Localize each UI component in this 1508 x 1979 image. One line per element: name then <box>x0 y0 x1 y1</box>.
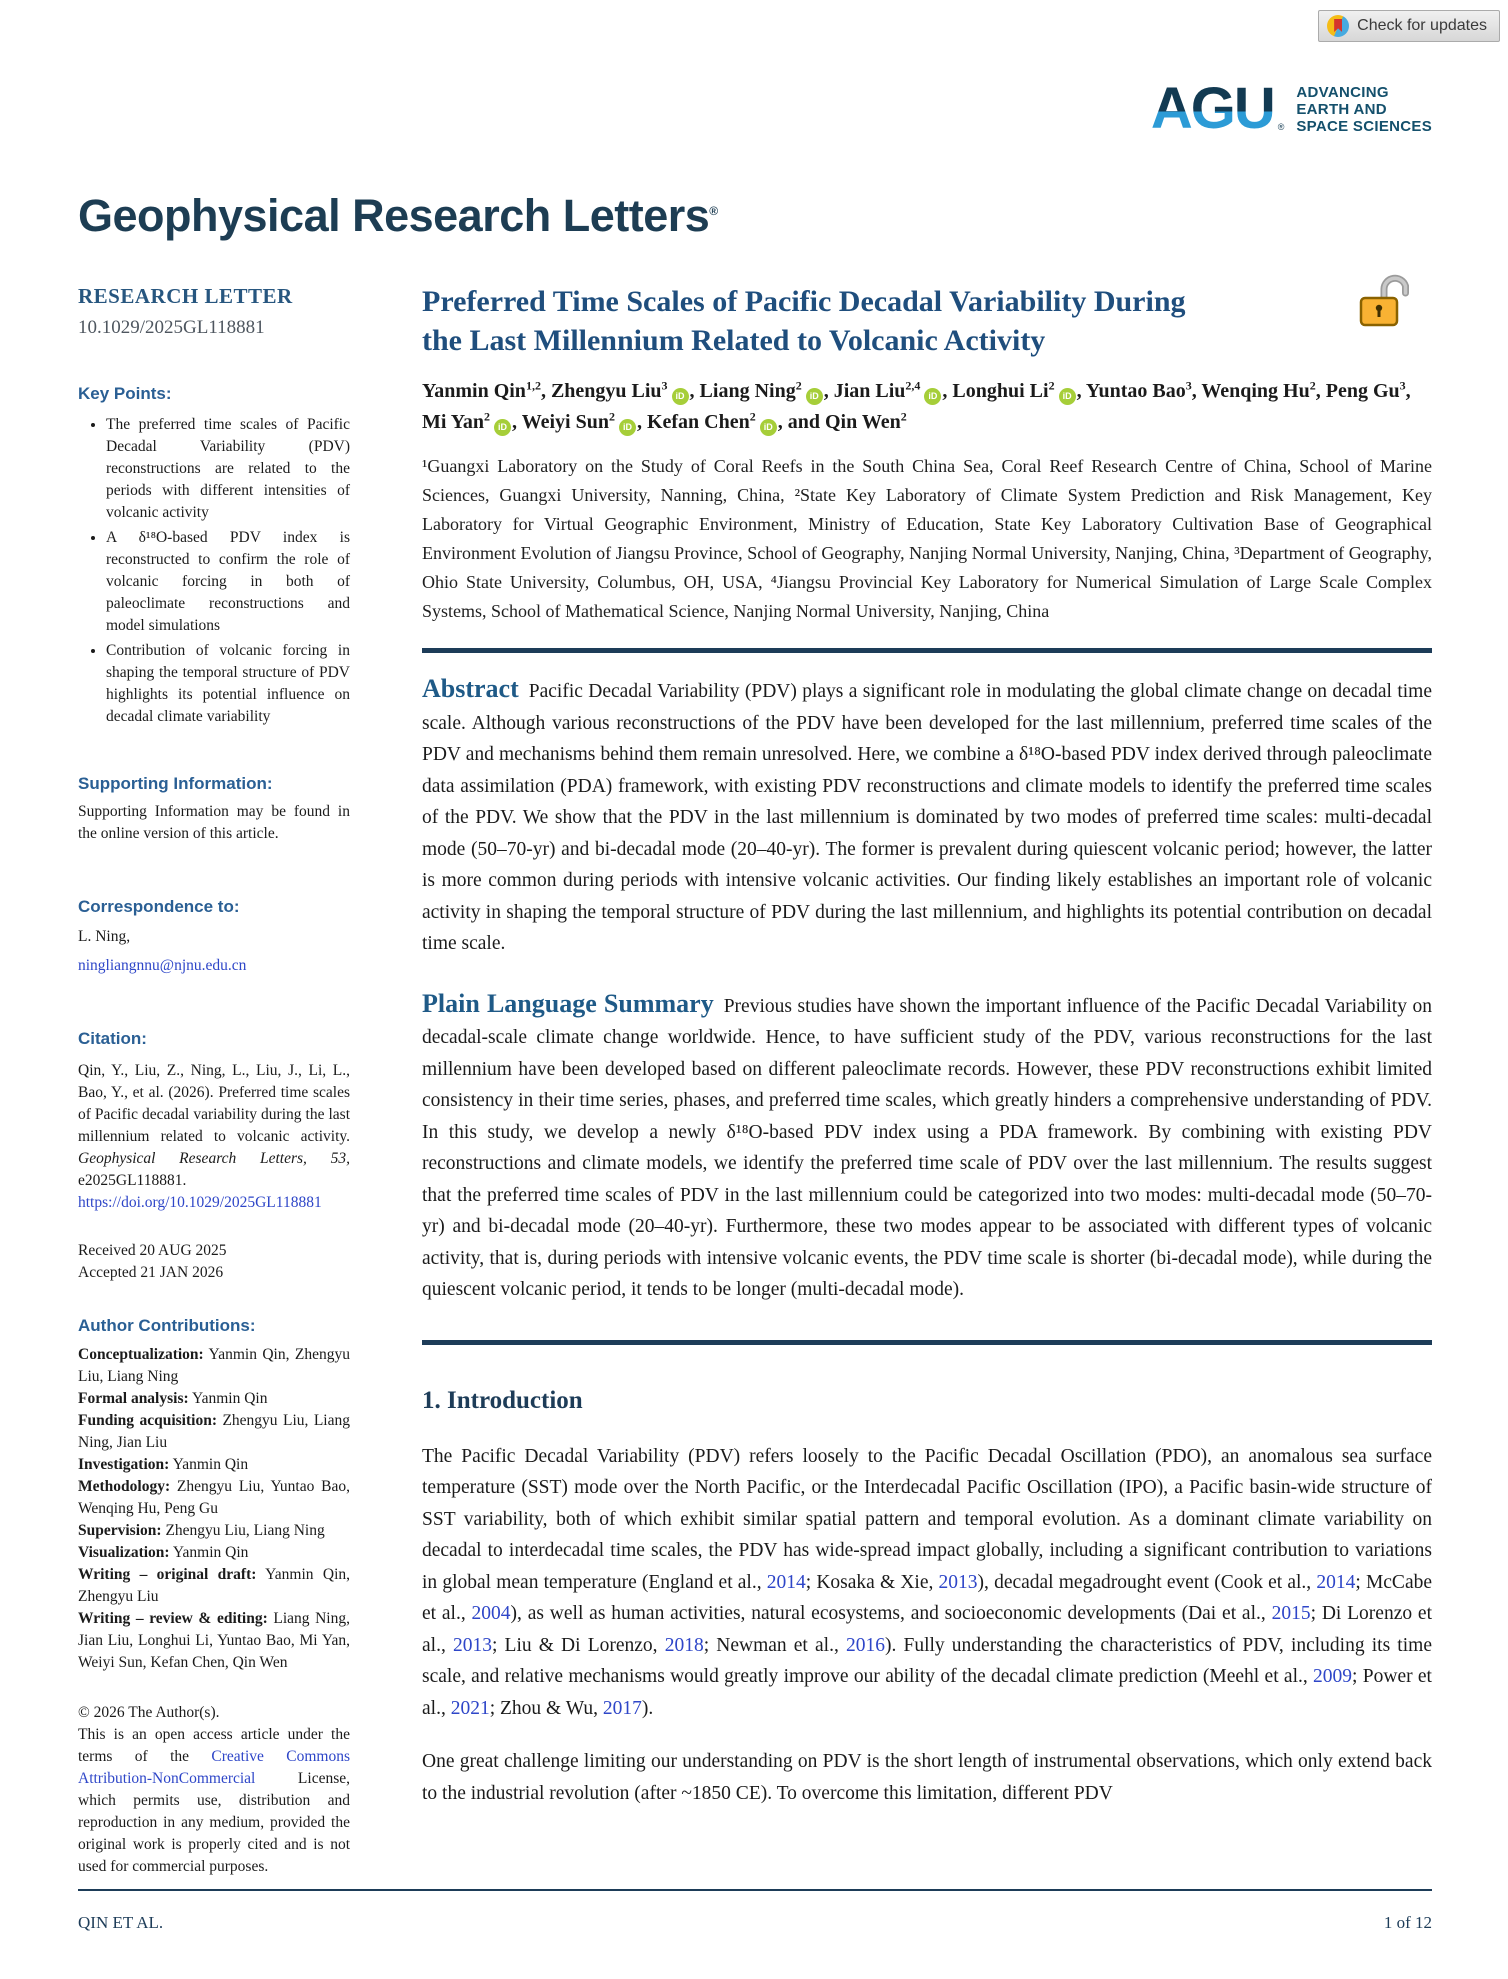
agu-registered-mark: ® <box>1277 122 1285 132</box>
author-list: Yanmin Qin$^{1,2}$, Zhengyu Liu$^3$iD , Liang Ning$^2$iD , Jian Liu$^{2,4}$iD , Longhui Li$^2$iD , Yuntao Bao$^3$, Wenqing Hu$^2$, Peng Gu$^3$, Mi Yan$^2$iD , Weiyi Sun$^2$iD , Kefan Chen$^2$iD , and Qin Wen$^2$ <box>422 376 1432 438</box>
key-point-item: • Contribution of volcanic forcing in shaping the temporal structure of PDV highlights its potential influence on decadal climate variability <box>106 640 350 728</box>
contribution-item: Writing – review & editing: Liang Ning, Jian Liu, Longhui Li, Yuntao Bao, Mi Yan, Weiyi Sun, Kefan Chen, Qin Wen <box>78 1610 350 1672</box>
page-number: 1 of 12 <box>1383 1913 1432 1932</box>
journal-registered-mark: ® <box>709 204 718 218</box>
text-link[interactable]: https://doi.org/10.1029/2025GL118881 <box>78 1194 322 1212</box>
orcid-icon[interactable]: iD <box>494 419 511 436</box>
affiliations: ¹Guangxi Laboratory on the Study of Coral Reefs in the South China Sea, Coral Reef Research Centre of China, School of Marine Sciences, Guangxi University, Nanning, China, ²State Key Laboratory of Climate System Prediction and Risk Management, Key Laboratory for Virtual Geographic Environment, Ministry of Education, State Key Laboratory Cultivation Base of Geographical Environment Evolution of Jiangsu Province, School of Geography, Nanjing Normal University, Nanjing, China, ³Department of Geography, Ohio State University, Columbus, OH, USA, ⁴Jiangsu Provincial Key Laboratory for Numerical Simulation of Large Scale Complex Systems, School of Mathematical Science, Nanjing Normal University, Nanjing, China <box>422 456 1432 621</box>
author-affiliation-sup: 2 <box>484 409 491 424</box>
orcid-icon[interactable]: iD <box>672 388 689 405</box>
journal-title <box>78 190 1432 242</box>
text-link[interactable]: 2009 <box>1313 1666 1353 1687</box>
supporting-info-text: Supporting Information may be found in the online version of this article. <box>78 803 350 843</box>
pls-text: Previous studies have shown the important influence of the Pacific Decadal Variability on decadal-scale climate change worldwide. Hence, to have sufficient study of the PDV, various reconstructions for the last millennium have been developed based on different paleoclimate records. However, these PDV reconstructions exhibit limited consistency in their time series, phases, and preferred time scales, which greatly hinders a comprehensive understanding of PDV. In this study, we develop a newly δ¹⁸O-based PDV index using a PDA framework. By combining with existing PDV reconstructions and climate models, we identify the preferred time scale of PDV over the last millennium. The results suggest that the preferred time scales of PDV in the last millennium could be categorized into two modes: multi-decadal mode (50–70-yr) and bi-decadal mode (20–40-yr). Furthermore, these two modes appear to be associated with different types of volcanic activity, that is, during periods with intensive volcanic events, the PDV time scale is shorter (bi-decadal mode), while during the quiescent volcanic period, it tends to be longer (multi-decadal mode). <box>422 995 1433 1300</box>
agu-wordmark: AGU <box>1150 76 1274 141</box>
author-name: Kefan Chen <box>646 411 750 433</box>
text-link[interactable]: 2014 <box>766 1571 806 1593</box>
crossmark-icon <box>1327 15 1349 37</box>
author-affiliation-sup: 2 <box>749 409 756 424</box>
plain-language-summary <box>422 988 1432 1306</box>
author-affiliation-sup: 2,4 <box>905 378 921 393</box>
supporting-info-heading: Supporting Information: <box>78 773 273 793</box>
author-name: Qin Wen <box>825 411 901 433</box>
author-affiliation-sup: 3 <box>661 378 668 393</box>
contribution-item: Formal analysis: Yanmin Qin <box>78 1390 268 1408</box>
contribution-item: Supervision: Zhengyu Liu, Liang Ning <box>78 1522 325 1540</box>
orcid-icon[interactable]: iD <box>760 419 777 436</box>
article-body <box>422 282 1432 1878</box>
doi-text: 10.1029/2025GL118881 <box>78 316 265 338</box>
agu-tagline-line: EARTH AND <box>1296 100 1387 118</box>
author-affiliation-sup: 3 <box>1399 378 1406 393</box>
text-link[interactable]: 2018 <box>664 1634 704 1656</box>
citation-heading: Citation: <box>78 1029 147 1049</box>
text-link[interactable]: Creative Commons Attribution-NonCommercial <box>78 1748 350 1788</box>
section-divider <box>422 648 1432 653</box>
article-title-line: the Last Millennium Related to Volcanic Activity <box>422 324 1046 357</box>
contribution-item: Writing – original draft: Yanmin Qin, Zhengyu Liu <box>78 1566 351 1606</box>
author-name: Weiyi Sun <box>521 411 609 433</box>
open-access-icon <box>1358 274 1414 328</box>
correspondence-email-link[interactable]: ningliangnnu@njnu.edu.cn <box>78 957 247 975</box>
copyright-line: © 2026 The Author(s). <box>78 1704 220 1722</box>
license-text: This is an open access article under the terms of the Creative Commons Attribution-NonCommercial License, which permits use, distribution and reproduction in any medium, provided the original work is properly cited and is not used for commercial purposes. <box>78 1726 350 1876</box>
contribution-item: Methodology: Zhengyu Liu, Yuntao Bao, Wenqing Hu, Peng Gu <box>78 1478 350 1518</box>
text-link[interactable]: 2013 <box>452 1634 492 1656</box>
author-name: Zhengyu Liu <box>550 380 662 402</box>
received-date: Received 20 AUG 2025 <box>78 1242 227 1260</box>
contribution-item: Conceptualization: Yanmin Qin, Zhengyu Liu, Liang Ning <box>78 1346 350 1386</box>
running-head: QIN ET AL. <box>78 1913 164 1932</box>
contribution-item: Funding acquisition: Zhengyu Liu, Liang Ning, Jian Liu <box>78 1412 350 1452</box>
author-name: Peng Gu <box>1325 380 1400 402</box>
citation-text: Qin, Y., Liu, Z., Ning, L., Liu, J., Li, L., Bao, Y., et al. (2026). Preferred time scales of Pacific decadal variability during the last millennium related to volcanic activity. Geophysical Research Letters, 53, e2025GL118881. https://doi.org/10.1029/2025GL118881 <box>78 1062 350 1212</box>
orcid-icon[interactable]: iD <box>619 419 636 436</box>
correspondence-heading: Correspondence to: <box>78 897 240 917</box>
section-divider <box>422 1340 1432 1345</box>
text-link[interactable]: 2021 <box>450 1697 490 1719</box>
text-link[interactable]: 2017 <box>602 1697 642 1719</box>
text-link[interactable]: 2016 <box>845 1634 885 1656</box>
correspondence-name: L. Ning, <box>78 928 131 946</box>
sidebar <box>78 282 350 1878</box>
author-name: Jian Liu <box>833 380 906 402</box>
author-contributions-heading: Author Contributions: <box>78 1316 256 1336</box>
author-affiliation-sup: 2 <box>608 409 615 424</box>
abstract-heading: Abstract <box>422 674 519 703</box>
key-points-heading: Key Points: <box>78 383 172 403</box>
agu-tagline-line: SPACE SCIENCES <box>1296 117 1432 135</box>
article-type-label: RESEARCH LETTER <box>78 284 293 308</box>
introduction-paragraph: One great challenge limiting our understanding on PDV is the short length of instrumental observations, which only extend back to the industrial revolution (after ~1850 CE). To overcome this limitation, different PDV <box>422 1751 1432 1804</box>
abstract <box>422 673 1432 960</box>
key-points-list <box>78 414 350 728</box>
article-title-line: Preferred Time Scales of Pacific Decadal Variability During <box>422 285 1186 318</box>
copyright-block <box>78 1702 350 1878</box>
orcid-icon[interactable]: iD <box>806 388 823 405</box>
author-affiliation-sup: 2 <box>1309 378 1316 393</box>
page-footer <box>78 1889 1432 1933</box>
check-for-updates-button[interactable] <box>1318 10 1500 42</box>
text-link[interactable]: 2015 <box>1271 1603 1311 1624</box>
contribution-item: Visualization: Yanmin Qin <box>78 1544 249 1562</box>
author-name: Wenqing Hu <box>1201 380 1310 402</box>
accepted-date: Accepted 21 JAN 2026 <box>78 1264 224 1282</box>
author-contributions-list <box>78 1344 350 1674</box>
author-name: Liang Ning <box>699 380 796 402</box>
abstract-text: Pacific Decadal Variability (PDV) plays a significant role in modulating the global climate change on decadal time scale. Although various reconstructions of the PDV have been developed for the last millennium, preferred time scales of the PDV and mechanisms behind them remain unresolved. Here, we combine a δ¹⁸O-based PDV index derived through paleoclimate data assimilation (PDA) framework, with existing PDV reconstructions and climate models to identify the preferred time scales of the PDV. We show that the PDV in the last millennium is dominated by two modes of preferred time scales: multi-decadal mode (50–70-yr) and bi-decadal mode (20–40-yr). The former is prevalent during quiescent volcanic period; however, the latter is more common during periods with intensive volcanic activities. Our finding likely establishes an important role of volcanic activity in shaping the temporal structure of PDV during the last millennium, and highlights its potential contribution on decadal time scale. <box>422 681 1432 954</box>
orcid-icon[interactable]: iD <box>1059 388 1076 405</box>
author-affiliation-sup: 2 <box>1048 378 1055 393</box>
text-link[interactable]: 2013 <box>938 1571 978 1593</box>
orcid-icon[interactable]: iD <box>924 388 941 405</box>
key-point-item: • A δ¹⁸O-based PDV index is reconstructed to confirm the role of volcanic forcing in both of paleoclimate reconstructions and model simulations <box>106 527 350 637</box>
author-name: Longhui Li <box>952 380 1049 402</box>
author-affiliation-sup: 2 <box>795 378 802 393</box>
journal-title-text: Geophysical Research Letters <box>78 190 710 241</box>
introduction-paragraph: The Pacific Decadal Variability (PDV) refers loosely to the Pacific Decadal Oscillation (PDO), an anomalous sea surface temperature (SST) mode over the North Pacific, or the Interdecadal Pacific Oscillation (IPO), a Pacific basin-wide structure of SST variability, both of which exhibit similar spatial pattern and temporal evolution. As a dominant climate variability on decadal to interdecadal time scales, the PDV has wide-spread impact globally, including a significant contribution to variations in global mean temperature (England et al., 2014; Kosaka & Xie, 2013), decadal megadrought event (Cook et al., 2014; McCabe et al., 2004), as well as human activities, natural ecosystems, and socioeconomic developments (Dai et al., 2015; Di Lorenzo et al., 2013; Liu & Di Lorenzo, 2018; Newman et al., 2016). Fully understanding the characteristics of PDV, including its time scale, and relative mechanisms would greatly improve our ability of the decadal climate prediction (Meehl et al., 2009; Power et al., 2021; Zhou & Wu, 2017). <box>422 1445 1433 1719</box>
agu-logo <box>1150 76 1432 141</box>
text-link[interactable]: 2004 <box>471 1603 511 1624</box>
author-affiliation-sup: 2 <box>900 409 907 424</box>
agu-tagline-line: ADVANCING <box>1296 83 1389 101</box>
text-link[interactable]: 2014 <box>1316 1571 1356 1593</box>
key-point-item: • The preferred time scales of Pacific Decadal Variability (PDV) reconstructions are related to the periods with different intensities of volcanic activity <box>106 414 350 524</box>
check-for-updates-label: Check for updates <box>1357 17 1487 34</box>
introduction-heading: 1. Introduction <box>422 1386 583 1414</box>
agu-tagline <box>1296 84 1432 135</box>
article-title <box>422 282 1262 360</box>
author-affiliation-sup: 1,2 <box>525 378 541 393</box>
pls-heading: Plain Language Summary <box>422 988 714 1018</box>
author-affiliation-sup: 3 <box>1185 378 1192 393</box>
contribution-item: Investigation: Yanmin Qin <box>78 1456 249 1474</box>
author-name: Mi Yan <box>422 411 485 433</box>
author-name: Yuntao Bao <box>1085 380 1186 402</box>
author-name: Yanmin Qin <box>422 380 526 402</box>
